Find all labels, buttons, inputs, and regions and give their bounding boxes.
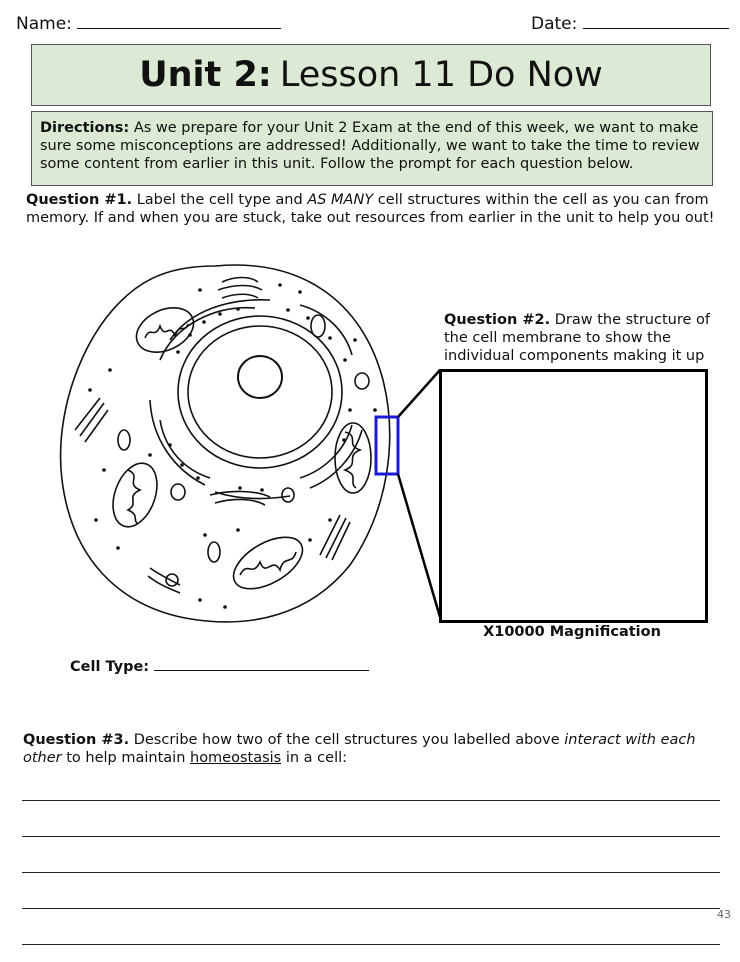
title-unit: Unit 2:	[139, 55, 272, 95]
nuclear-envelope-inner	[188, 326, 332, 458]
question-1-text-after: cell structures within the cell as you can from memory. If and when you are stuck, take out resources from earlier in the unit to help you out!	[26, 192, 715, 226]
zoom-line-bottom	[398, 474, 440, 617]
question-2-text: Draw the structure of the cell membrane to show the individual components making it up	[444, 312, 710, 364]
question-3-underlined: homeostasis	[190, 750, 282, 766]
date-label: Date:	[531, 14, 578, 34]
answer-line[interactable]	[22, 872, 720, 873]
answer-line[interactable]	[22, 944, 720, 945]
question-1-emphasis: AS MANY	[307, 192, 374, 208]
question-3-text-before: Describe how two of the cell structures you labelled above	[133, 732, 560, 748]
membrane-drawing-box[interactable]	[439, 369, 708, 623]
zoom-line-top	[398, 370, 440, 417]
answer-line[interactable]	[22, 908, 720, 909]
question-1-label: Question #1.	[26, 192, 133, 208]
nucleolus	[238, 356, 282, 398]
cell-membrane	[61, 265, 390, 622]
question-3-emphasis: interact with each other	[23, 732, 696, 766]
question-3	[23, 731, 723, 767]
directions-text: As we prepare for your Unit 2 Exam at the end of this week, we want to make sure some misconceptions are addressed! Additionally, we want to take the time to review some content from earlier in this unit. Follow the prompt for each question below.	[40, 120, 700, 172]
cell-type-field[interactable]	[70, 659, 369, 675]
question-3-label: Question #3.	[23, 732, 130, 748]
magnification-label: X10000 Magnification	[483, 624, 661, 640]
cell-type-label: Cell Type:	[70, 659, 150, 675]
answer-line[interactable]	[22, 836, 720, 837]
question-2	[444, 311, 719, 365]
ribosome-dots	[88, 283, 377, 609]
nuclear-envelope-outer	[178, 316, 342, 468]
answer-line[interactable]	[22, 800, 720, 801]
page-number: 43	[717, 908, 731, 921]
directions-label: Directions:	[40, 120, 130, 136]
question-2-label: Question #2.	[444, 312, 551, 328]
question-1-text-before: Label the cell type and	[136, 192, 303, 208]
question-3-text-after: in a cell:	[285, 750, 348, 766]
question-3-text-middle: to help maintain	[66, 750, 186, 766]
title-lesson: Lesson 11 Do Now	[279, 55, 603, 95]
cell-type-blank[interactable]	[154, 670, 369, 671]
name-label: Name:	[16, 14, 72, 34]
